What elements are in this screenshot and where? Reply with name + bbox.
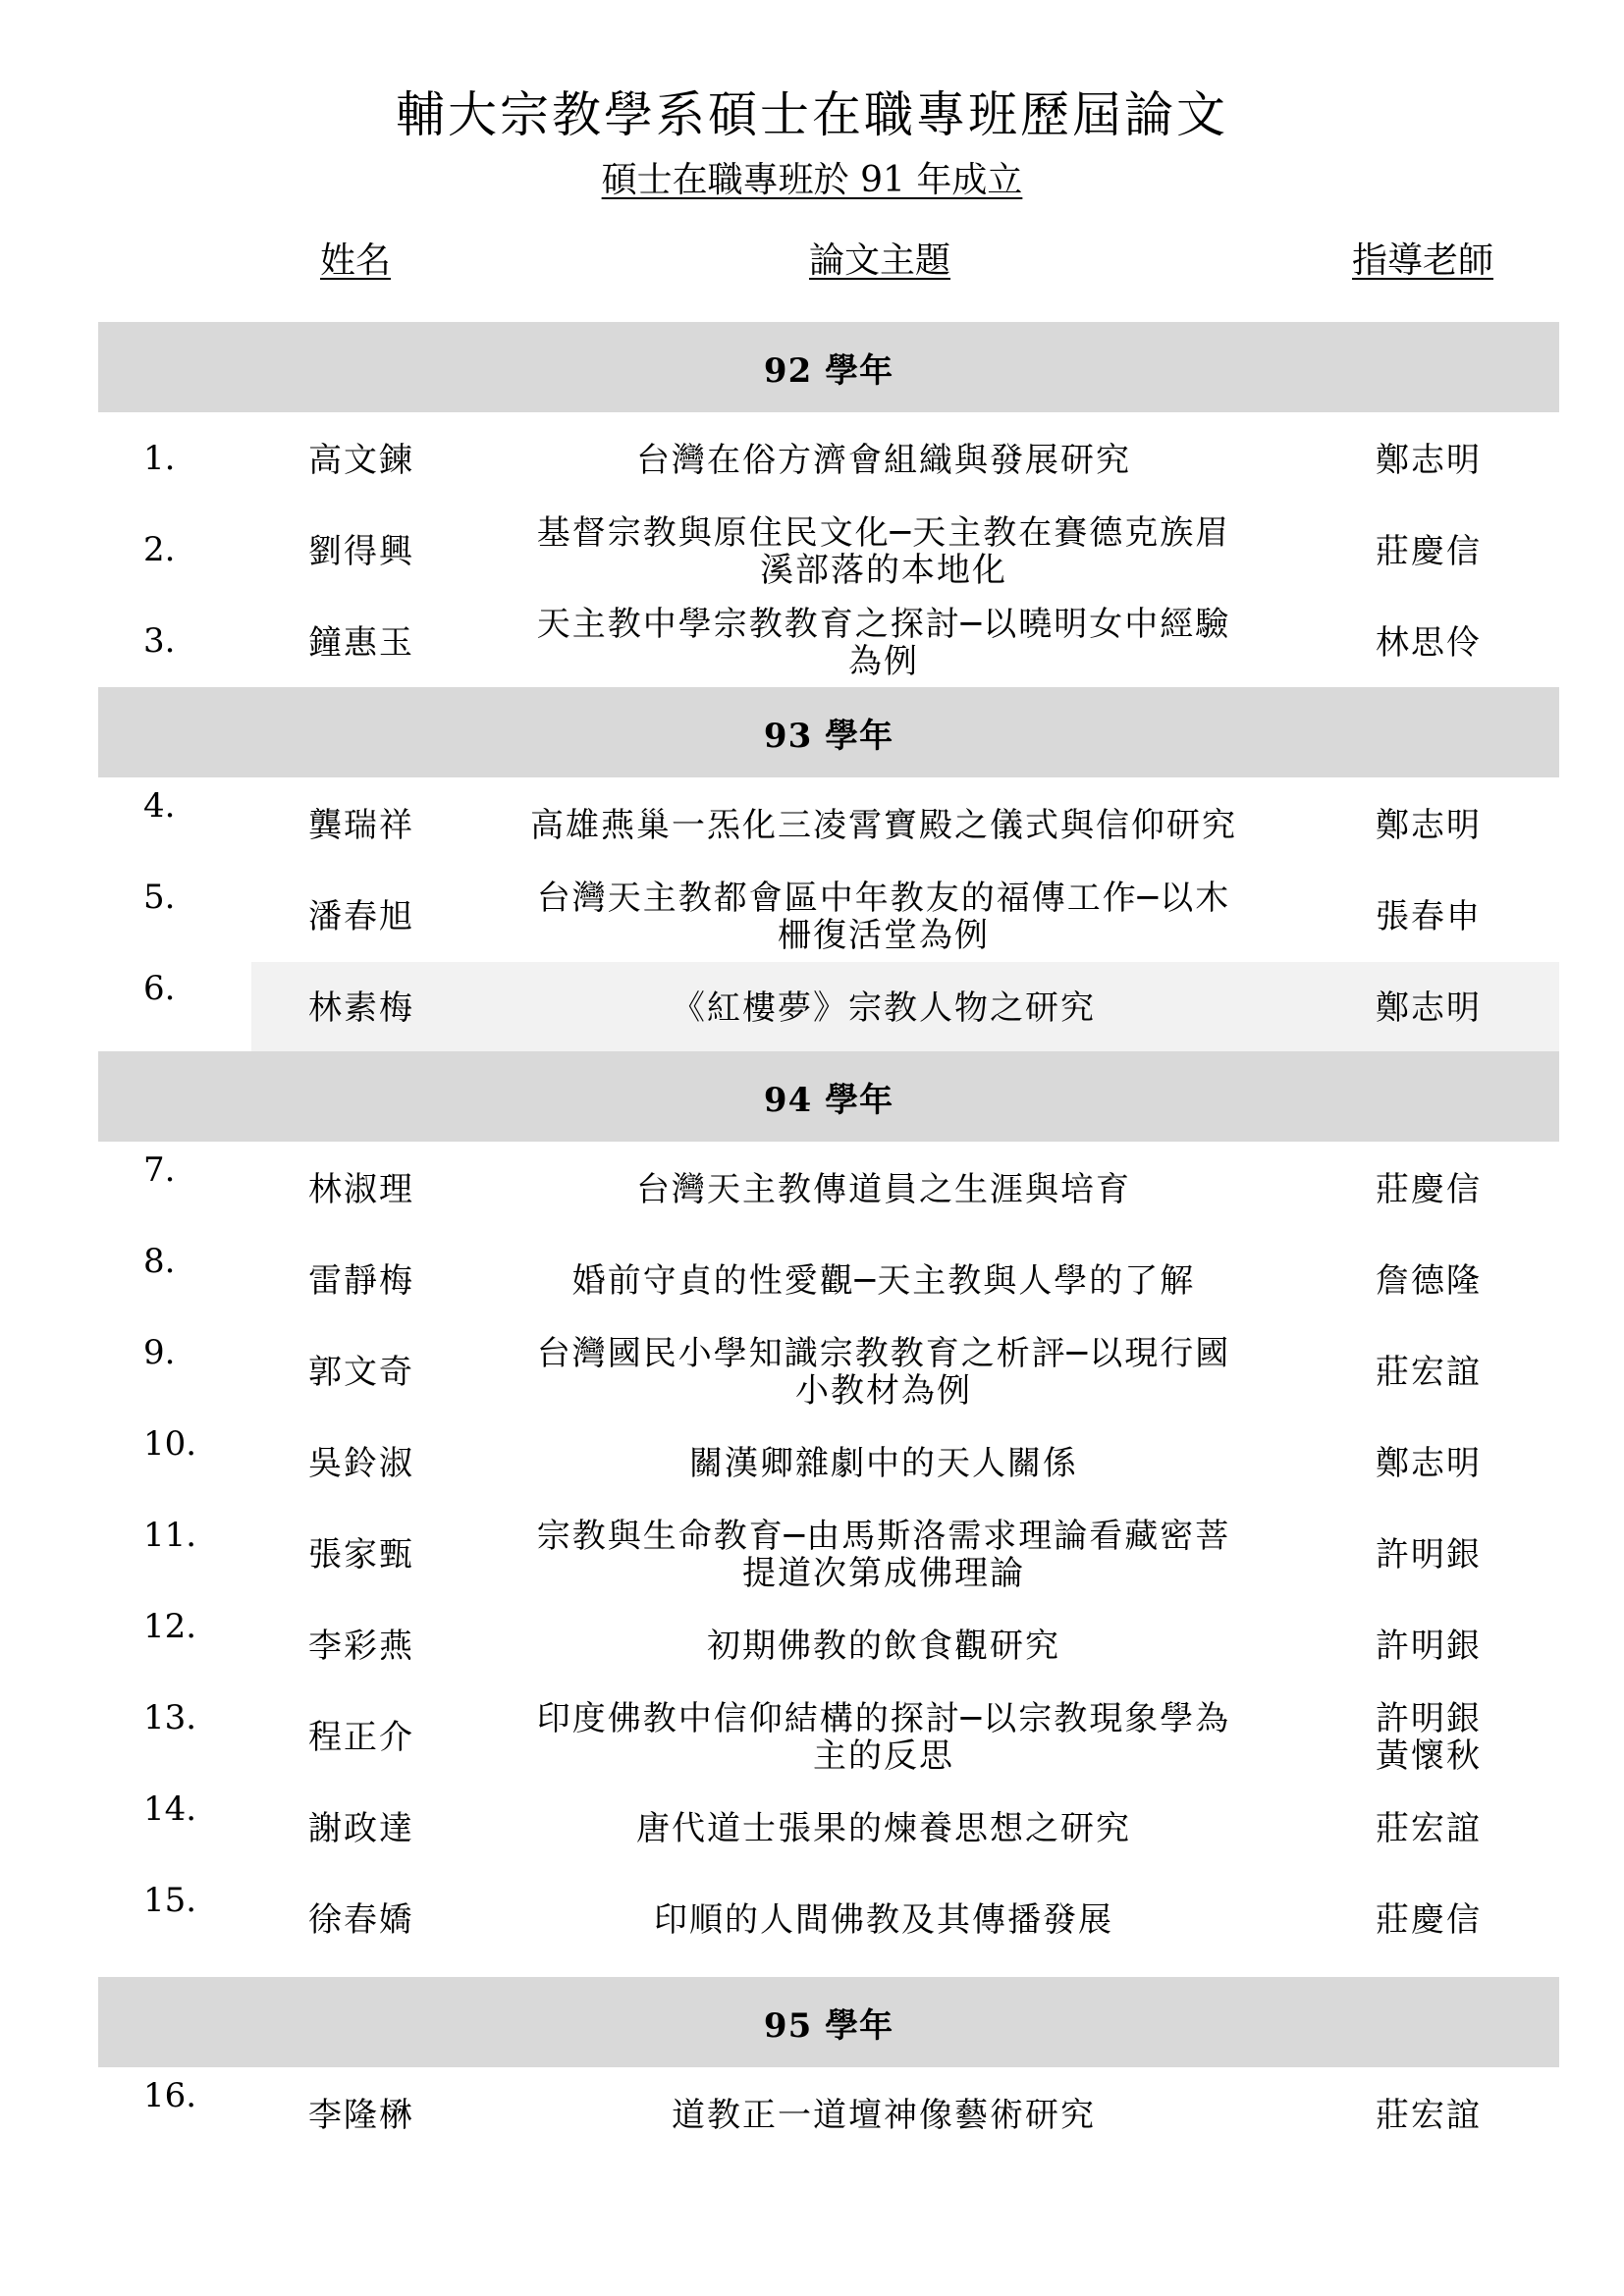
thesis-advisor	[1316, 1328, 1542, 1416]
thesis-advisor	[1316, 1785, 1542, 1873]
row-number: 8.	[143, 1242, 176, 1281]
cell-text: 林淑理	[308, 1170, 414, 1209]
cell-text: 潘春旭	[308, 897, 414, 936]
row-number: 14.	[143, 1789, 197, 1829]
cell-text: 張家甄	[308, 1535, 414, 1575]
thesis-author	[263, 507, 460, 596]
cell-text: 許明銀	[1376, 1535, 1482, 1575]
document-title: 輔大宗教學系碩士在職專班歷屆論文	[396, 86, 1228, 143]
cell-text: 劉得興	[308, 532, 414, 571]
cell-text: 張春申	[1376, 897, 1482, 936]
thesis-advisor	[1316, 1876, 1542, 1964]
thesis-author	[263, 1511, 460, 1599]
thesis-advisor	[1316, 1237, 1542, 1325]
thesis-topic	[491, 964, 1276, 1052]
cell-text: 徐春嬌	[308, 1900, 414, 1940]
thesis-author	[263, 1237, 460, 1325]
row-number: 9.	[143, 1333, 176, 1372]
column-header-name-text: 姓名	[320, 240, 392, 281]
cell-text: 高文鍊	[308, 441, 414, 480]
cell-text: 鄭志明	[1376, 441, 1482, 480]
thesis-topic	[491, 507, 1276, 596]
row-number: 6.	[143, 969, 176, 1008]
thesis-advisor	[1316, 2071, 1542, 2160]
section-year-band: 93 學年	[98, 687, 1559, 777]
section-year-band: 95 學年	[98, 1977, 1559, 2067]
thesis-topic	[491, 1328, 1276, 1416]
thesis-topic	[491, 599, 1276, 687]
row-number: 10.	[143, 1424, 197, 1464]
thesis-author	[263, 873, 460, 961]
thesis-topic	[491, 1785, 1276, 1873]
cell-text: 唐代道士張果的煉養思想之研究	[636, 1809, 1131, 1848]
cell-text: 婚前守貞的性愛觀─天主教與人學的了解	[571, 1261, 1196, 1301]
cell-text: 台灣國民小學知識宗教教育之析評─以現行國 小教材為例	[536, 1334, 1231, 1411]
cell-text: 莊宏誼	[1376, 1809, 1482, 1848]
thesis-advisor	[1316, 1602, 1542, 1690]
thesis-advisor	[1316, 416, 1542, 505]
row-number: 12.	[143, 1607, 197, 1646]
thesis-topic	[491, 781, 1276, 870]
cell-text: 李彩燕	[308, 1627, 414, 1666]
thesis-author	[263, 1876, 460, 1964]
row-number: 15.	[143, 1881, 197, 1920]
cell-text: 宗教與生命教育─由馬斯洛需求理論看藏密菩 提道次第成佛理論	[536, 1517, 1231, 1593]
thesis-advisor	[1316, 507, 1542, 596]
cell-text: 雷靜梅	[308, 1261, 414, 1301]
thesis-topic	[491, 873, 1276, 961]
cell-text: 高雄燕巢一炁化三凌霄寶殿之儀式與信仰研究	[530, 806, 1237, 845]
row-number: 16.	[143, 2076, 197, 2115]
thesis-author	[263, 1419, 460, 1508]
cell-text: 許明銀 黃懷秋	[1376, 1699, 1482, 1776]
subtitle-text: 碩士在職專班於 91 年成立	[601, 160, 1023, 200]
row-number: 1.	[143, 439, 176, 478]
thesis-author	[263, 416, 460, 505]
thesis-author	[263, 781, 460, 870]
cell-text: 吳鈴淑	[308, 1444, 414, 1483]
cell-text: 《紅樓夢》宗教人物之研究	[672, 988, 1096, 1028]
thesis-advisor	[1316, 1419, 1542, 1508]
cell-text: 莊慶信	[1376, 1900, 1482, 1940]
column-header-topic-text: 論文主題	[809, 240, 951, 281]
thesis-topic	[491, 2071, 1276, 2160]
cell-text: 台灣在俗方濟會組織與發展研究	[636, 441, 1131, 480]
cell-text: 鄭志明	[1376, 806, 1482, 845]
cell-text: 鄭志明	[1376, 988, 1482, 1028]
thesis-topic	[491, 1146, 1276, 1234]
row-number: 4.	[143, 786, 176, 826]
cell-text: 莊慶信	[1376, 532, 1482, 571]
thesis-author	[263, 1785, 460, 1873]
thesis-topic	[491, 1237, 1276, 1325]
cell-text: 莊宏誼	[1376, 1353, 1482, 1392]
cell-text: 林素梅	[308, 988, 414, 1028]
cell-text: 程正介	[308, 1718, 414, 1757]
cell-text: 莊宏誼	[1376, 2096, 1482, 2135]
thesis-advisor	[1316, 873, 1542, 961]
thesis-advisor	[1316, 781, 1542, 870]
cell-text: 林思伶	[1376, 623, 1482, 663]
row-number: 11.	[143, 1516, 197, 1555]
cell-text: 台灣天主教傳道員之生涯與培育	[636, 1170, 1131, 1209]
row-number: 3.	[143, 621, 176, 661]
thesis-topic	[491, 416, 1276, 505]
thesis-topic	[491, 1693, 1276, 1782]
cell-text: 詹德隆	[1376, 1261, 1482, 1301]
thesis-author	[263, 1146, 460, 1234]
thesis-author	[263, 964, 460, 1052]
cell-text: 龔瑞祥	[308, 806, 414, 845]
thesis-advisor	[1316, 1693, 1542, 1782]
row-number: 2.	[143, 530, 176, 569]
cell-text: 初期佛教的飲食觀研究	[707, 1627, 1060, 1666]
thesis-author	[263, 2071, 460, 2160]
cell-text: 基督宗教與原住民文化─天主教在賽德克族眉 溪部落的本地化	[536, 513, 1231, 590]
cell-text: 郭文奇	[308, 1353, 414, 1392]
thesis-advisor	[1316, 964, 1542, 1052]
thesis-advisor	[1316, 1511, 1542, 1599]
row-number: 5.	[143, 878, 176, 917]
thesis-author	[263, 599, 460, 687]
thesis-author	[263, 1602, 460, 1690]
cell-text: 台灣天主教都會區中年教友的福傳工作─以木 柵復活堂為例	[536, 879, 1231, 955]
cell-text: 莊慶信	[1376, 1170, 1482, 1209]
cell-text: 謝政達	[308, 1809, 414, 1848]
row-number: 7.	[143, 1150, 176, 1190]
thesis-author	[263, 1693, 460, 1782]
thesis-topic	[491, 1876, 1276, 1964]
cell-text: 天主教中學宗教教育之探討─以曉明女中經驗 為例	[536, 605, 1231, 681]
cell-text: 許明銀	[1376, 1627, 1482, 1666]
thesis-topic	[491, 1511, 1276, 1599]
row-number: 13.	[143, 1698, 197, 1737]
cell-text: 鄭志明	[1376, 1444, 1482, 1483]
column-header-advisor-text: 指導老師	[1352, 240, 1494, 281]
cell-text: 印度佛教中信仰結構的探討─以宗教現象學為 主的反思	[536, 1699, 1231, 1776]
cell-text: 關漢卿雜劇中的天人關係	[689, 1444, 1078, 1483]
section-year-band: 92 學年	[98, 322, 1559, 412]
thesis-advisor	[1316, 1146, 1542, 1234]
thesis-topic	[491, 1419, 1276, 1508]
section-year-band: 94 學年	[98, 1051, 1559, 1142]
cell-text: 李隆楙	[308, 2096, 414, 2135]
cell-text: 道教正一道壇神像藝術研究	[672, 2096, 1096, 2135]
cell-text: 鐘惠玉	[308, 623, 414, 663]
thesis-advisor	[1316, 599, 1542, 687]
thesis-author	[263, 1328, 460, 1416]
thesis-topic	[491, 1602, 1276, 1690]
cell-text: 印順的人間佛教及其傳播發展	[654, 1900, 1113, 1940]
